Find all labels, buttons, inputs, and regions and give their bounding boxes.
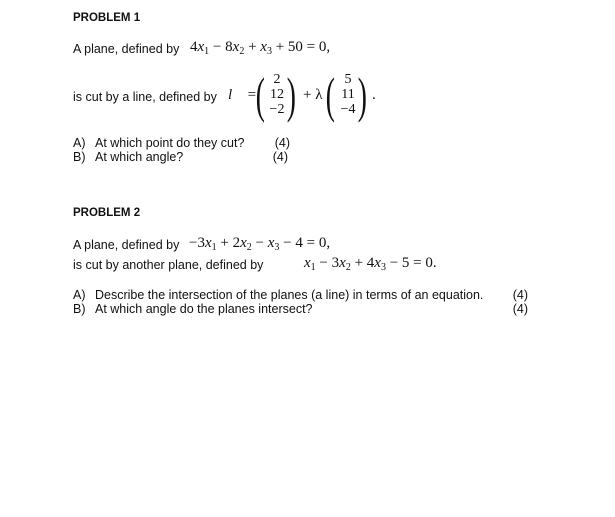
problem-1-question-a-marks: (4)	[274, 136, 290, 150]
direction-vector-3: −4	[340, 102, 356, 117]
direction-vector-1: 5	[344, 72, 352, 87]
problem-2-question-a-text: Describe the intersection of the planes (a line) in terms of an equation.	[95, 288, 484, 302]
problem-2-plane2-prefix: is cut by another plane, defined by	[73, 258, 264, 272]
line-end-period: .	[372, 87, 376, 103]
problem-2-question-b-text: At which angle do the planes intersect?	[95, 302, 313, 316]
problem-1-line-symbol: l⃗ =	[228, 87, 257, 103]
problem-1-question-b-marks: (4)	[272, 150, 288, 164]
problem-2-question-a-label: A)	[73, 288, 86, 302]
problem-1-heading: PROBLEM 1	[73, 12, 141, 24]
point-vector-2: 12	[270, 87, 284, 102]
right-paren: )	[286, 67, 296, 123]
problem-1-question-a-text: At which point do they cut?	[95, 136, 245, 150]
problem-1-question-b-label: B)	[73, 150, 86, 164]
problem-1-line-prefix: is cut by a line, defined by	[73, 90, 217, 104]
problem-2-question-b-marks: (4)	[512, 302, 528, 316]
problem-2-plane1-prefix: A plane, defined by	[73, 238, 180, 252]
problem-1-question-b-text: At which angle?	[95, 150, 184, 164]
problem-2-heading: PROBLEM 2	[73, 207, 141, 219]
problem-2-plane2-equation: $x_1 - 3x_2 + 4x_3 - 5 = 0$.	[304, 255, 437, 273]
point-vector-1: 2	[273, 72, 281, 87]
problem-2-question-b-label: B)	[73, 302, 86, 316]
left-paren: (	[255, 67, 265, 123]
problem-2-question-a-marks: (4)	[512, 288, 528, 302]
problem-1-plane-equation: $4x_1 - 8x_2 + x_3 + 50 = 0$,	[190, 39, 331, 57]
problem-1-question-a-label: A)	[73, 136, 86, 150]
plus-lambda: + λ	[303, 87, 323, 103]
problem-1-plane-prefix: A plane, defined by	[73, 42, 180, 56]
problem-2-plane1-equation: $-3x_1 + 2x_2 - x_3 - 4 = 0$,	[189, 235, 331, 253]
point-vector-3: −2	[269, 102, 285, 117]
direction-vector-2: 11	[341, 87, 355, 102]
right-paren: )	[357, 67, 367, 123]
left-paren: (	[325, 67, 335, 123]
